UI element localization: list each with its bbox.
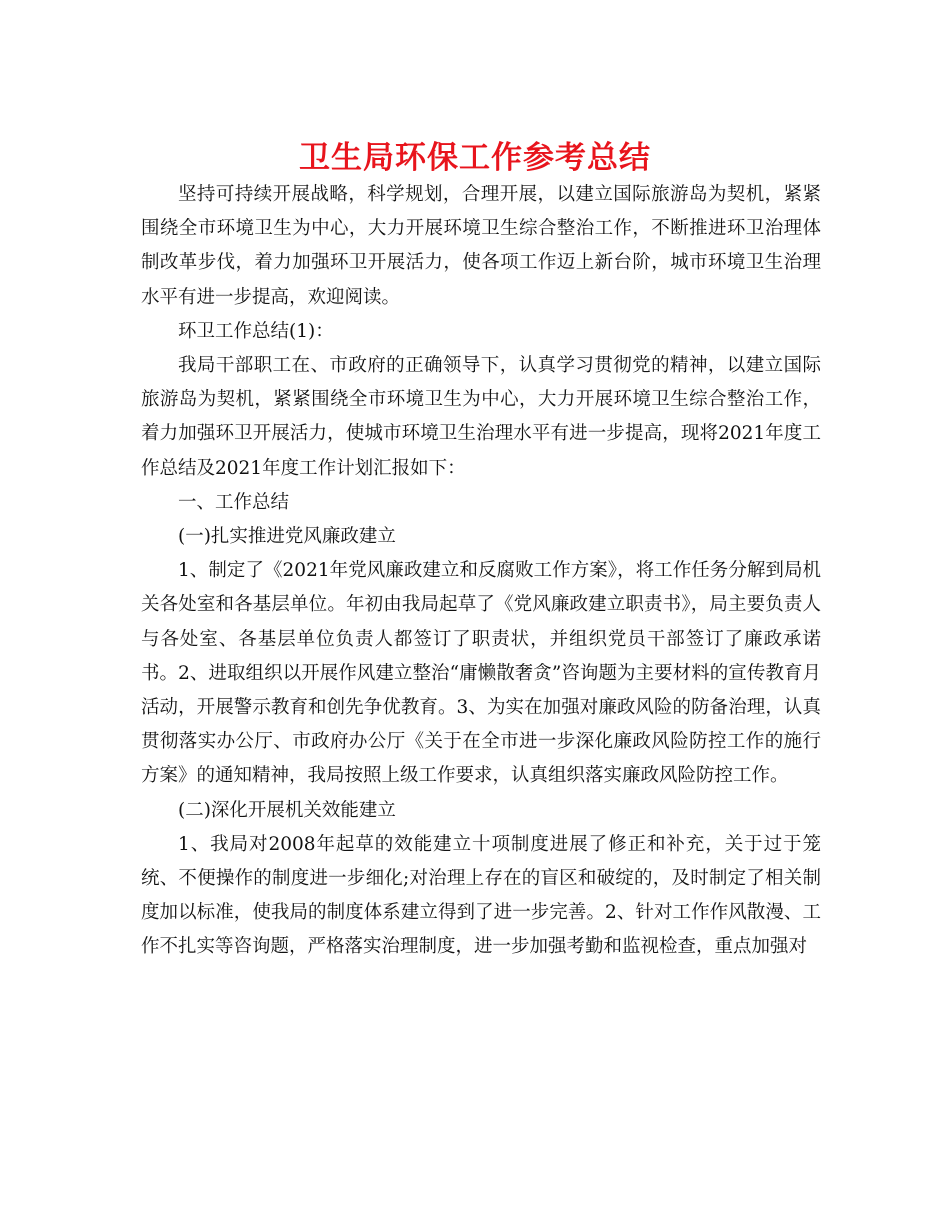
document-body (141, 178, 821, 965)
paragraph-efficiency: 1、我局对2008年起草的效能建立十项制度进展了修正和补充，关于过于笼统、不便操作的制度进一步细化;对治理上存在的盲区和破绽的，及时制定了相关制度加以标准，使我局的制度体系建立得到了进一步完善。2、针对工作作风散漫、工作不扎实等咨询题，严格落实治理制度，进一步加强考勤和监视检查，重点加强对 (141, 833, 821, 958)
paragraph-overview: 我局干部职工在、市政府的正确领导下，认真学习贯彻党的精神，以建立国际旅游岛为契机，紧紧围绕全市环境卫生为中心，大力开展环境卫生综合整治工作，着力加强环卫开展活力，使城市环境卫生治理水平有进一步提高，现将2021年度工作总结及2021年度工作计划汇报如下： (141, 355, 821, 479)
subsection-heading-efficiency: (二)深化开展机关效能建立 (178, 799, 396, 821)
paragraph-intro: 坚持可持续开展战略，科学规划，合理开展，以建立国际旅游岛为契机，紧紧围绕全市环境卫生为中心，大力开展环境卫生综合整治工作，不断推进环卫治理体制改革步伐，着力加强环卫开展活力，使各项工作迈上新台阶，城市环境卫生治理水平有进一步提高，欢迎阅读。 (141, 184, 821, 308)
paragraph-party-conduct: 1、制定了《2021年党风廉政建立和反腐败工作方案》，将工作任务分解到局机关各处室和各基层单位。年初由我局起草了《党风廉政建立职责书》，局主要负责人与各处室、各基层单位负责人都签订了职责状，并组织党员干部签订了廉政承诺书。2、进取组织以开展作风建立整治“庸懒散奢贪”咨询题为主要材料的宣传教育月活动，开展警示教育和创先争优教育。3、为实在加强对廉政风险的防备治理，认真贯彻落实办公厅、市政府办公厅《关于在全市进一步深化廉政风险防控工作的施行方案》的通知精神，我局按照上级工作要求，认真组织落实廉政风险防控工作。 (141, 560, 821, 787)
subsection-heading-party-conduct: (一)扎实推进党风廉政建立 (178, 526, 396, 548)
paragraph-heading-summary-1: 环卫工作总结(1)： (178, 320, 334, 342)
section-heading-work-summary: 一、工作总结 (178, 491, 290, 513)
document-title: 卫生局环保工作参考总结 (299, 140, 651, 176)
